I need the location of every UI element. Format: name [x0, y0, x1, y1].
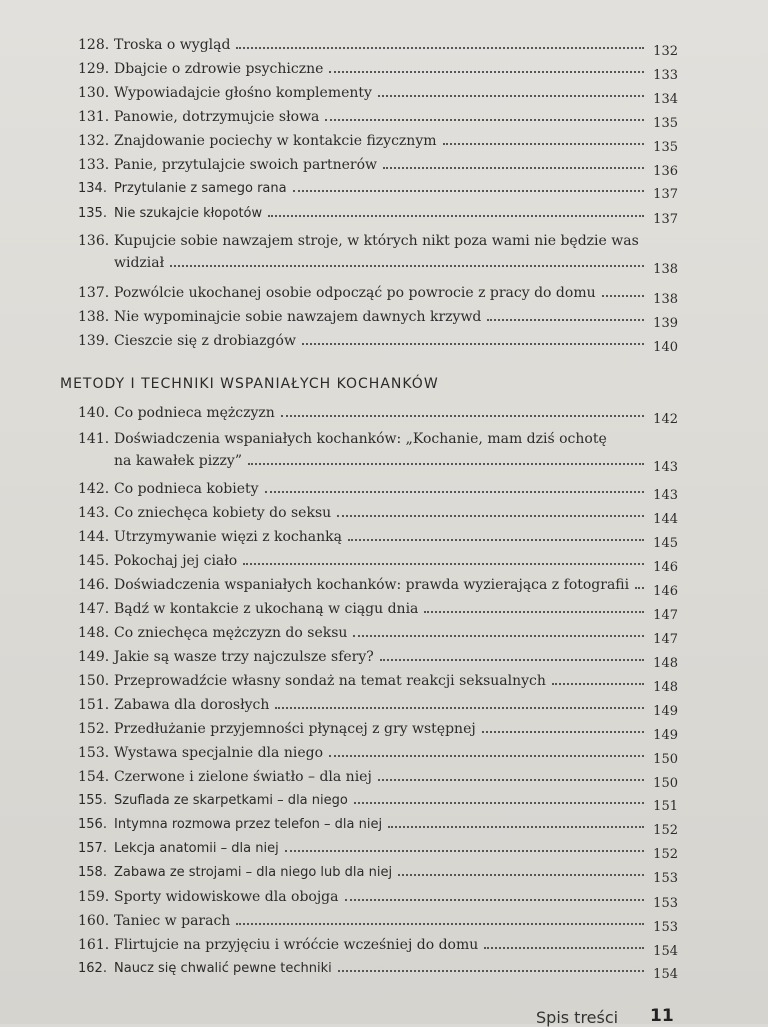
toc-entry-144: [78, 526, 678, 549]
entry-title: Przytulanie z samego rana: [114, 181, 287, 196]
entry-page: 147: [653, 632, 678, 647]
entry-page: 146: [653, 584, 678, 599]
entry-number: 136.: [78, 233, 110, 249]
entry-page: 138: [653, 292, 678, 307]
entry-number: 150.: [78, 673, 110, 689]
entry-page: 152: [653, 847, 678, 862]
entry-page: 146: [653, 560, 678, 575]
entry-title: Nie szukajcie kłopotów: [114, 206, 263, 221]
entry-number: 142.: [78, 481, 110, 497]
toc-entry-133: [78, 154, 678, 177]
entry-title-line1: Kupujcie sobie nawzajem stroje, w których nikt poza wami nie będzie was: [114, 233, 639, 249]
entry-page: 153: [653, 871, 678, 886]
dot-leader: [281, 415, 644, 417]
dot-leader: [484, 947, 644, 949]
entry-page: 144: [653, 512, 678, 527]
entry-title: Zabawa dla dorosłych: [114, 697, 270, 713]
entry-title: Jakie są wasze trzy najczulsze sfery?: [114, 649, 374, 665]
entry-page: 154: [653, 967, 678, 982]
entry-title: Utrzymywanie więzi z kochanką: [114, 529, 342, 545]
entry-page: 143: [653, 460, 678, 475]
toc-entry-140: [78, 402, 678, 425]
entry-number: 132.: [78, 133, 110, 149]
toc-entry-138: [78, 306, 678, 329]
entry-title: Zabawa ze strojami – dla niego lub dla niej: [114, 865, 393, 880]
dot-leader: [265, 491, 644, 493]
dot-leader: [602, 295, 644, 297]
toc-entry-157: [78, 838, 678, 860]
dot-leader: [236, 923, 644, 925]
entry-title: Naucz się chwalić pewne techniki: [114, 961, 332, 976]
entry-title-line2: widział: [114, 255, 165, 271]
dot-leader: [337, 515, 644, 517]
toc-entry-131: [78, 106, 678, 129]
dot-leader: [236, 47, 644, 49]
entry-page: 138: [653, 262, 678, 277]
entry-title: Wystawa specjalnie dla niego: [114, 745, 324, 761]
entry-page: 134: [653, 92, 678, 107]
entry-page: 147: [653, 608, 678, 623]
entry-title: Co zniechęca kobiety do seksu: [114, 505, 332, 521]
entry-number: 153.: [78, 745, 110, 761]
entry-number: 138.: [78, 309, 110, 325]
dot-leader: [482, 731, 644, 733]
dot-leader: [285, 850, 644, 852]
toc-entry-145: [78, 550, 678, 573]
toc-entry-148: [78, 622, 678, 645]
entry-title-line1: Doświadczenia wspaniałych kochanków: „Kochanie, mam dziś ochotę: [114, 431, 607, 447]
entry-title: Czerwone i zielone światło – dla niej: [114, 769, 372, 785]
entry-title: Taniec w parach: [114, 913, 231, 929]
dot-leader: [338, 970, 644, 972]
entry-title: Wypowiadajcie głośno komplementy: [114, 85, 372, 101]
entry-title: Intymna rozmowa przez telefon – dla niej: [114, 817, 383, 832]
toc-entry-158: [78, 862, 678, 884]
entry-page: 137: [653, 187, 678, 202]
dot-leader: [293, 190, 644, 192]
entry-title: Przeprowadźcie własny sondaż na temat reakcji seksualnych: [114, 673, 546, 689]
page-number: 11: [650, 1006, 674, 1026]
entry-number: 129.: [78, 61, 110, 77]
toc-entry-150: [78, 670, 678, 693]
entry-title: Panowie, dotrzymujcie słowa: [114, 109, 320, 125]
entry-title: Doświadczenia wspaniałych kochanków: prawda wyzierająca z fotografii: [114, 577, 630, 593]
entry-number: 143.: [78, 505, 110, 521]
dot-leader: [353, 635, 644, 637]
entry-page: 145: [653, 536, 678, 551]
entry-number: 156.: [78, 817, 107, 832]
entry-number: 161.: [78, 937, 110, 953]
toc-entry-151: [78, 694, 678, 717]
dot-leader: [443, 143, 644, 145]
entry-page: 139: [653, 316, 678, 331]
entry-page: 151: [653, 799, 678, 814]
dot-leader: [170, 265, 644, 267]
entry-page: 136: [653, 164, 678, 179]
entry-page: 148: [653, 680, 678, 695]
entry-number: 148.: [78, 625, 110, 641]
entry-number: 137.: [78, 285, 110, 301]
entry-title: Cieszcie się z drobiazgów: [114, 333, 296, 349]
entry-page: 132: [653, 44, 678, 59]
entry-page: 135: [653, 116, 678, 131]
dot-leader: [398, 874, 644, 876]
dot-leader: [487, 319, 644, 321]
toc-entry-160: [78, 910, 678, 933]
entry-page: 153: [653, 920, 678, 935]
toc-entry-152: [78, 718, 678, 741]
entry-number: 157.: [78, 841, 107, 856]
entry-number: 160.: [78, 913, 110, 929]
entry-page: 137: [653, 212, 678, 227]
entry-number: 135.: [78, 206, 107, 221]
entry-page: 135: [653, 140, 678, 155]
entry-page: 142: [653, 412, 678, 427]
entry-title: Panie, przytulajcie swoich partnerów: [114, 157, 378, 173]
entry-number: 158.: [78, 865, 107, 880]
toc-entry-146: [78, 574, 678, 597]
toc-entry-161: [78, 934, 678, 957]
toc-entry-139: [78, 330, 678, 353]
entry-number: 134.: [78, 181, 107, 196]
dot-leader: [380, 659, 644, 661]
entry-number: 130.: [78, 85, 110, 101]
entry-number: 149.: [78, 649, 110, 665]
entry-number: 133.: [78, 157, 110, 173]
toc-entry-141: [78, 428, 678, 475]
dot-leader: [552, 683, 644, 685]
toc-entry-130: [78, 82, 678, 105]
toc-entry-128: [78, 34, 678, 57]
toc-entry-142: [78, 478, 678, 501]
toc-entry-155: [78, 790, 678, 812]
dot-leader: [268, 215, 644, 217]
entry-title: Pokochaj jej ciało: [114, 553, 238, 569]
toc-entry-143: [78, 502, 678, 525]
entry-number: 146.: [78, 577, 110, 593]
entry-page: 153: [653, 896, 678, 911]
entry-title: Pozwólcie ukochanej osobie odpocząć po powrocie z pracy do domu: [114, 285, 596, 301]
entry-title: Troska o wygląd: [114, 37, 231, 53]
entry-title: Co zniechęca mężczyzn do seksu: [114, 625, 348, 641]
entry-number: 128.: [78, 37, 110, 53]
entry-number: 155.: [78, 793, 107, 808]
toc-entry-129: [78, 58, 678, 81]
entry-page: 150: [653, 752, 678, 767]
dot-leader: [345, 899, 645, 901]
entry-number: 159.: [78, 889, 110, 905]
entry-title: Lekcja anatomii – dla niej: [114, 841, 279, 856]
entry-number: 144.: [78, 529, 110, 545]
entry-title: Bądź w kontakcie z ukochaną w ciągu dnia: [114, 601, 419, 617]
toc-entry-156: [78, 814, 678, 836]
toc-entry-135: [78, 203, 678, 225]
entry-number: 152.: [78, 721, 110, 737]
entry-number: 140.: [78, 405, 110, 421]
dot-leader: [275, 707, 644, 709]
dot-leader: [354, 802, 644, 804]
entry-title: Sporty widowiskowe dla obojga: [114, 889, 339, 905]
dot-leader: [378, 779, 644, 781]
entry-title-line2: na kawałek pizzy”: [114, 453, 242, 469]
dot-leader: [383, 167, 644, 169]
toc-entry-159: [78, 886, 678, 909]
dot-leader: [248, 463, 644, 465]
dot-leader: [302, 343, 644, 345]
dot-leader: [388, 826, 644, 828]
entry-title: Znajdowanie pociechy w kontakcie fizycznym: [114, 133, 437, 149]
entry-title: Co podnieca kobiety: [114, 481, 259, 497]
entry-page: 152: [653, 823, 678, 838]
entry-page: 150: [653, 776, 678, 791]
entry-title: Flirtujcie na przyjęciu i wróćcie wcześniej do domu: [114, 937, 479, 953]
toc-entry-147: [78, 598, 678, 621]
toc-entry-132: [78, 130, 678, 153]
entry-title: Co podnieca mężczyzn: [114, 405, 275, 421]
entry-number: 139.: [78, 333, 110, 349]
entry-number: 162.: [78, 961, 107, 976]
toc-entry-149: [78, 646, 678, 669]
entry-page: 143: [653, 488, 678, 503]
entry-title: Szuflada ze skarpetkami – dla niego: [114, 793, 348, 808]
entry-number: 131.: [78, 109, 110, 125]
toc-entry-137: [78, 282, 678, 305]
running-footer: Spis treści: [536, 1008, 619, 1027]
entry-number: 151.: [78, 697, 110, 713]
dot-leader: [378, 95, 644, 97]
dot-leader: [635, 587, 644, 589]
toc-entry-134: [78, 178, 678, 200]
entry-page: 149: [653, 728, 678, 743]
toc-entry-153: [78, 742, 678, 765]
section-heading: METODY I TECHNIKI WSPANIAŁYCH KOCHANKÓW: [60, 376, 439, 392]
entry-number: 154.: [78, 769, 110, 785]
entry-title: Przedłużanie przyjemności płynącej z gry wstępnej: [114, 721, 476, 737]
dot-leader: [325, 119, 644, 121]
entry-page: 149: [653, 704, 678, 719]
dot-leader: [348, 539, 644, 541]
dot-leader: [329, 71, 644, 73]
entry-page: 140: [653, 340, 678, 355]
entry-page: 148: [653, 656, 678, 671]
toc-entry-162: [78, 958, 678, 980]
toc-entry-136: [78, 230, 678, 277]
toc-entry-154: [78, 766, 678, 789]
dot-leader: [424, 611, 644, 613]
dot-leader: [329, 755, 644, 757]
dot-leader: [243, 563, 644, 565]
entry-page: 154: [653, 944, 678, 959]
entry-page: 133: [653, 68, 678, 83]
entry-title: Dbajcie o zdrowie psychiczne: [114, 61, 324, 77]
entry-title: Nie wypominajcie sobie nawzajem dawnych krzywd: [114, 309, 482, 325]
entry-number: 147.: [78, 601, 110, 617]
entry-number: 145.: [78, 553, 110, 569]
entry-number: 141.: [78, 431, 110, 447]
